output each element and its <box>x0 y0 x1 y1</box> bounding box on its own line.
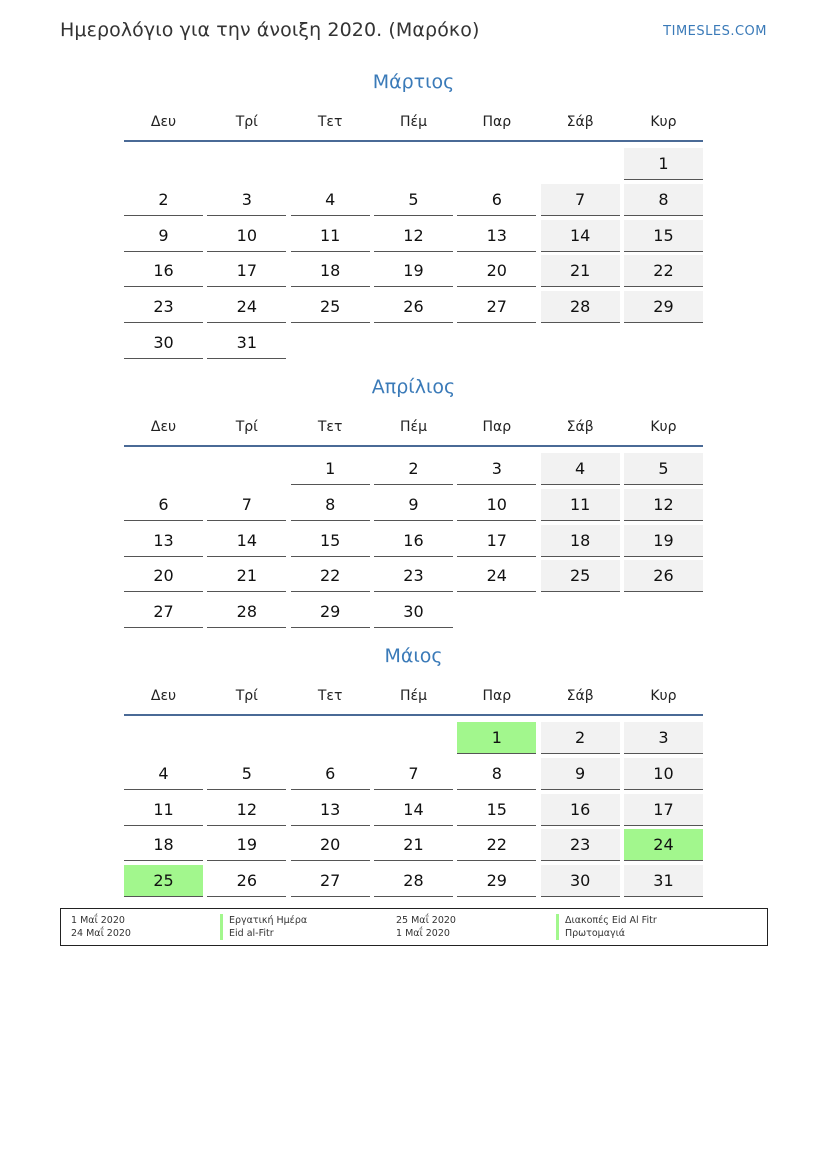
day-cell[interactable]: 15 <box>457 794 536 826</box>
empty-cell <box>207 148 286 179</box>
day-cell[interactable]: 16 <box>124 255 203 287</box>
day-cell[interactable]: 29 <box>291 596 370 628</box>
weekday-label: Παρ <box>482 688 512 704</box>
day-cell[interactable]: 17 <box>457 525 536 557</box>
day-cell[interactable]: 12 <box>624 489 703 521</box>
day-cell[interactable]: 18 <box>124 829 203 861</box>
month-title: Μάιος <box>384 645 443 667</box>
legend-row <box>61 927 767 940</box>
day-cell[interactable]: 5 <box>374 184 453 216</box>
day-cell[interactable]: 12 <box>207 794 286 826</box>
weekday-label: Τετ <box>317 688 343 704</box>
day-cell[interactable]: 26 <box>207 865 286 897</box>
day-cell[interactable]: 2 <box>374 453 453 485</box>
day-cell[interactable]: 14 <box>207 525 286 557</box>
legend-date: 24 Μαΐ 2020 <box>71 928 131 939</box>
day-cell[interactable]: 3 <box>624 722 703 754</box>
day-cell[interactable]: 22 <box>624 255 703 287</box>
day-cell[interactable]: 14 <box>374 794 453 826</box>
legend-date: 25 Μαΐ 2020 <box>396 915 456 926</box>
day-cell[interactable]: 10 <box>207 220 286 252</box>
weekday-label: Δευ <box>150 114 177 130</box>
weekday-label: Δευ <box>150 688 177 704</box>
day-cell[interactable]: 30 <box>374 596 453 628</box>
empty-cell <box>291 148 370 179</box>
day-cell[interactable]: 13 <box>291 794 370 826</box>
day-cell[interactable]: 20 <box>457 255 536 287</box>
month-may <box>124 642 703 899</box>
weekday-header <box>124 409 703 447</box>
day-cell[interactable]: 7 <box>374 758 453 790</box>
day-cell[interactable]: 22 <box>291 560 370 592</box>
holiday-day-cell[interactable]: 25 <box>124 865 203 897</box>
day-cell[interactable]: 8 <box>624 184 703 216</box>
day-cell[interactable]: 4 <box>541 453 620 485</box>
weekday-label: Πέμ <box>399 419 427 435</box>
weekday-label: Κυρ <box>650 419 677 435</box>
empty-cell <box>124 722 203 753</box>
day-cell[interactable]: 3 <box>457 453 536 485</box>
day-cell[interactable]: 9 <box>541 758 620 790</box>
day-cell[interactable]: 16 <box>374 525 453 557</box>
weekday-label: Κυρ <box>650 114 677 130</box>
day-cell[interactable]: 20 <box>291 829 370 861</box>
weekday-label: Δευ <box>150 419 177 435</box>
day-cell[interactable]: 20 <box>124 560 203 592</box>
weekday-label: Πέμ <box>399 114 427 130</box>
day-grid <box>124 146 703 361</box>
day-cell[interactable]: 17 <box>207 255 286 287</box>
weekday-label: Σάβ <box>566 419 594 435</box>
day-cell[interactable]: 11 <box>291 220 370 252</box>
day-cell[interactable]: 23 <box>541 829 620 861</box>
day-cell[interactable]: 17 <box>624 794 703 826</box>
day-cell[interactable]: 11 <box>124 794 203 826</box>
day-cell[interactable]: 29 <box>457 865 536 897</box>
day-cell[interactable]: 28 <box>541 291 620 323</box>
weekday-header <box>124 104 703 142</box>
legend-holiday-name: Eid al-Fitr <box>220 927 274 940</box>
day-cell[interactable]: 7 <box>207 489 286 521</box>
empty-cell <box>124 453 203 484</box>
day-cell[interactable]: 21 <box>541 255 620 287</box>
weekday-label: Κυρ <box>650 688 677 704</box>
day-cell[interactable]: 11 <box>541 489 620 521</box>
day-cell[interactable]: 2 <box>541 722 620 754</box>
day-grid <box>124 451 703 630</box>
day-cell[interactable]: 15 <box>624 220 703 252</box>
day-cell[interactable]: 26 <box>374 291 453 323</box>
day-cell[interactable]: 30 <box>124 327 203 359</box>
day-cell[interactable]: 6 <box>291 758 370 790</box>
day-cell[interactable]: 9 <box>374 489 453 521</box>
day-cell[interactable]: 25 <box>541 560 620 592</box>
day-cell[interactable]: 5 <box>207 758 286 790</box>
page-title: Ημερολόγιο για την άνοιξη 2020. (Μαρόκο) <box>60 19 480 41</box>
day-cell[interactable]: 28 <box>207 596 286 628</box>
day-cell[interactable]: 25 <box>291 291 370 323</box>
day-cell[interactable]: 10 <box>457 489 536 521</box>
day-cell[interactable]: 2 <box>124 184 203 216</box>
day-cell[interactable]: 1 <box>291 453 370 485</box>
day-cell[interactable]: 18 <box>541 525 620 557</box>
day-cell[interactable]: 6 <box>124 489 203 521</box>
weekday-label: Παρ <box>482 419 512 435</box>
day-cell[interactable]: 22 <box>457 829 536 861</box>
day-cell[interactable]: 13 <box>457 220 536 252</box>
day-cell[interactable]: 7 <box>541 184 620 216</box>
legend-row <box>61 914 767 927</box>
legend-date: 1 Μαΐ 2020 <box>396 928 450 939</box>
month-title: Απρίλιος <box>371 376 456 398</box>
weekday-label: Πέμ <box>399 688 427 704</box>
day-cell[interactable]: 16 <box>541 794 620 826</box>
day-cell[interactable]: 18 <box>291 255 370 287</box>
holiday-day-cell[interactable]: 1 <box>457 722 536 754</box>
day-cell[interactable]: 26 <box>624 560 703 592</box>
day-cell[interactable]: 4 <box>291 184 370 216</box>
empty-cell <box>374 722 453 753</box>
month-title: Μάρτιος <box>372 71 455 93</box>
day-cell[interactable]: 23 <box>124 291 203 323</box>
legend-date: 1 Μαΐ 2020 <box>71 915 125 926</box>
weekday-label: Τετ <box>317 114 343 130</box>
weekday-label: Παρ <box>482 114 512 130</box>
day-cell[interactable]: 23 <box>374 560 453 592</box>
day-cell[interactable]: 31 <box>624 865 703 897</box>
day-cell[interactable]: 24 <box>457 560 536 592</box>
day-cell[interactable]: 6 <box>457 184 536 216</box>
empty-cell <box>541 148 620 179</box>
empty-cell <box>124 148 203 179</box>
month-april <box>124 373 703 630</box>
brand-logo-text[interactable]: TIMESLES.COM <box>663 24 767 39</box>
day-cell[interactable]: 29 <box>624 291 703 323</box>
empty-cell <box>207 722 286 753</box>
weekday-label: Τετ <box>317 419 343 435</box>
weekday-label: Τρί <box>235 114 258 130</box>
day-cell[interactable]: 8 <box>457 758 536 790</box>
day-cell[interactable]: 12 <box>374 220 453 252</box>
day-grid <box>124 720 703 899</box>
day-cell[interactable]: 27 <box>124 596 203 628</box>
day-cell[interactable]: 31 <box>207 327 286 359</box>
day-cell[interactable]: 21 <box>207 560 286 592</box>
day-cell[interactable]: 28 <box>374 865 453 897</box>
day-cell[interactable]: 15 <box>291 525 370 557</box>
empty-cell <box>374 148 453 179</box>
day-cell[interactable]: 27 <box>291 865 370 897</box>
day-cell[interactable]: 19 <box>624 525 703 557</box>
day-cell[interactable]: 5 <box>624 453 703 485</box>
day-cell[interactable]: 10 <box>624 758 703 790</box>
holiday-day-cell[interactable]: 24 <box>624 829 703 861</box>
weekday-label: Σάβ <box>566 688 594 704</box>
legend-holiday-name: Εργατική Ημέρα <box>220 914 307 927</box>
day-cell[interactable]: 24 <box>207 291 286 323</box>
month-march <box>124 68 703 361</box>
day-cell[interactable]: 19 <box>374 255 453 287</box>
day-cell[interactable]: 14 <box>541 220 620 252</box>
empty-cell <box>457 148 536 179</box>
day-cell[interactable]: 21 <box>374 829 453 861</box>
day-cell[interactable]: 13 <box>124 525 203 557</box>
day-cell[interactable]: 9 <box>124 220 203 252</box>
empty-cell <box>291 722 370 753</box>
day-cell[interactable]: 30 <box>541 865 620 897</box>
day-cell[interactable]: 3 <box>207 184 286 216</box>
day-cell[interactable]: 1 <box>624 148 703 180</box>
day-cell[interactable]: 19 <box>207 829 286 861</box>
holiday-legend <box>60 908 768 946</box>
empty-cell <box>207 453 286 484</box>
day-cell[interactable]: 4 <box>124 758 203 790</box>
legend-holiday-name: Πρωτομαγιά <box>556 927 625 940</box>
weekday-label: Τρί <box>235 688 258 704</box>
day-cell[interactable]: 8 <box>291 489 370 521</box>
day-cell[interactable]: 27 <box>457 291 536 323</box>
weekday-label: Σάβ <box>566 114 594 130</box>
legend-holiday-name: Διακοπές Eid Al Fitr <box>556 914 657 927</box>
weekday-header <box>124 678 703 716</box>
weekday-label: Τρί <box>235 419 258 435</box>
